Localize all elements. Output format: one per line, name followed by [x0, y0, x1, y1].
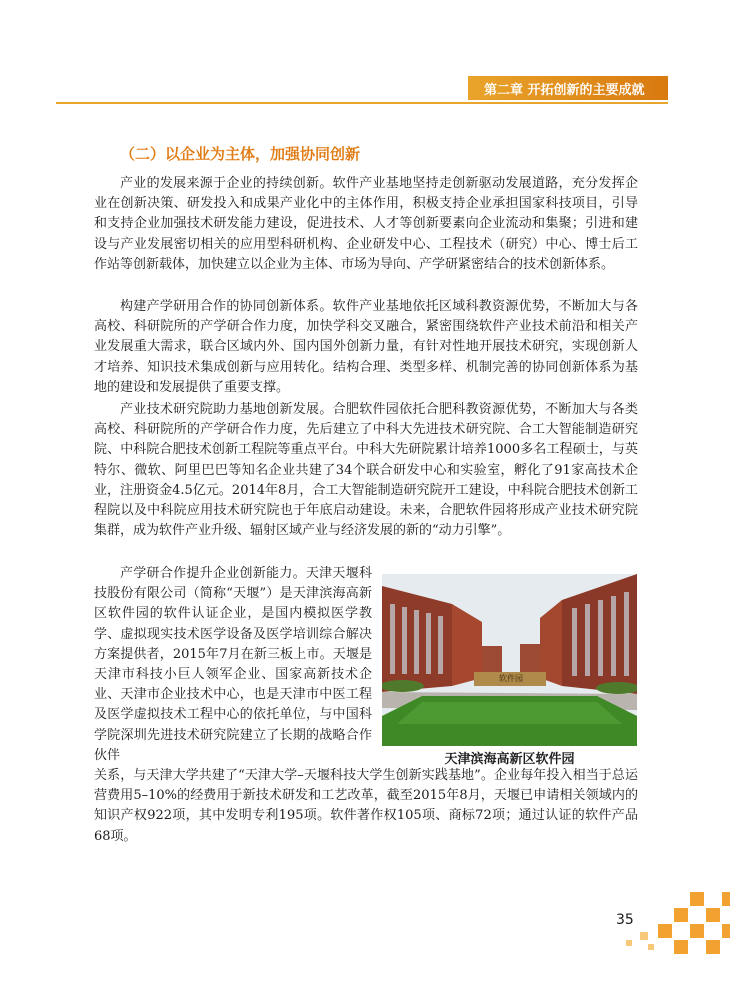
- paragraph-2: 构建产学研用合作的协同创新体系。软件产业基地依托区域科教资源优势，不断加大与各高校、科研院所的产学研合作力度，加快学科交叉融合，紧密围绕软件产业技术前沿和相关产业发展重大需求，联合区域内外、国内国外创新力量，有针对性地开展技术研究，实现创新人才培养、知识技术集成创新与应用转化。结构合理、类型多样、机制完善的协同创新体系为基地的建设和发展提供了重要支撑。: [94, 299, 638, 395]
- paragraph-4: 产学研合作提升企业创新能力。天津天堰科技股份有限公司（简称“天堰”）是天津滨海高新区软件园的软件认证企业，是国内模拟医学教学、虚拟现实技术医学设备及医学培训综合解决方案提供者，2015年7月在新三板上市。天堰是天津市科技小巨人领军企业、国家高新技术企业、天津市企业技术中心，也是天津市中医工程及医学虚拟技术工程中心的依托单位，与中国科学院深圳先进技术研究院建立了长期的战略合作伙伴: [94, 566, 372, 763]
- software-park-photo: [382, 574, 637, 746]
- park-sign-text: 软件园: [499, 674, 523, 683]
- header-divider: [56, 102, 668, 104]
- paragraph-1: 产业的发展来源于企业的持续创新。软件产业基地坚持走创新驱动发展道路，充分发挥企业在创新决策、研发投入和成果产业化中的主体作用，积极支持企业承担国家科技项目，引导和支持企业加强技术研发能力建设，促进技术、人才等创新要素向企业流动和集聚；引进和建设与产业发展密切相关的应用型科研机构、企业研发中心、工程技术（研究）中心、博士后工作站等创新载体，加快建立以企业为主体、市场为导向、产学研紧密结合的技术创新体系。: [94, 176, 638, 272]
- section-title: （二）以企业为主体，加强协同创新: [120, 145, 361, 163]
- page-number: 35: [616, 912, 634, 928]
- paragraph-3: 产业技术研究院助力基地创新发展。合肥软件园依托合肥科教资源优势，不断加大与各类高校、科研院所的产学研合作力度，先后建立了中科大先进技术研究院、合工大智能制造研究院、中科院合肥技术创新工程院等重点平台。中科大先研院累计培养1000多名工程硕士，与英特尔、微软、阿里巴巴等知名企业共建了34个联合研发中心和实验室，孵化了91家高技术企业，注册资金4.5亿元。2014年8月，合工大智能制造研究院开工建设，中科院合肥技术创新工程院以及中科院应用技术研究院也于年底启动建设。未来，合肥软件园将形成产业技术研究院集群，成为软件产业升级、辐射区域产业与经济发展的新的“动力引擎”。: [94, 402, 638, 539]
- chapter-title: 第二章 开拓创新的主要成就: [484, 83, 645, 98]
- paragraph-5: 关系，与天津大学共建了“天津大学–天堰科技大学生创新实践基地”。企业每年投入相当于总运营费用5–10%的经费用于新技术研发和工艺改革，截至2015年8月，天堰已申请相关领域内的知识产权922项，其中发明专利195项。软件著作权105项、商标72项；通过认证的软件产品68项。: [94, 768, 638, 844]
- photo-caption: 天津滨海高新区软件园: [444, 752, 575, 767]
